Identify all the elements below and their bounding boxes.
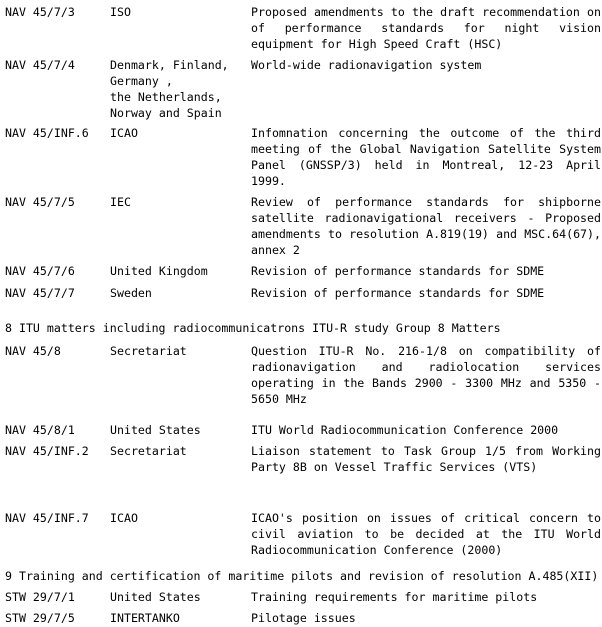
description-line: Panel (GNSSP/3) held in Montreal, 12-23 April — [251, 158, 601, 172]
description-line: Training requirements for maritime pilots — [251, 590, 538, 604]
submitter-line: Secretariat — [110, 444, 187, 458]
document-description — [251, 194, 601, 258]
submitter — [110, 343, 245, 359]
document-reference: NAV 45/8/1 — [5, 423, 75, 437]
submitter — [110, 589, 245, 605]
submitter-line: Denmark, Finland, — [110, 58, 229, 72]
description-line: ITU World Radiocommunication Conference 2000 — [251, 423, 559, 437]
description-line: Party 8B on Vessel Traffic Services (VTS) — [251, 460, 538, 474]
submitter-line: Norway and Spain — [110, 106, 222, 120]
submitter-line: ICAO — [110, 126, 138, 140]
description-line: equipment for High Speed Craft (HSC) — [251, 37, 503, 51]
description-line: amendments to resolution A.819(19) and MSC.64(67), — [251, 227, 601, 241]
submitter-line: ISO — [110, 5, 131, 19]
description-line: World-wide radionavigation system — [251, 58, 482, 72]
document-description — [251, 510, 601, 558]
agenda-item-heading: 9 Training and certification of maritime pilots and revision of resolution A.485(XII) — [5, 569, 599, 583]
document-description — [251, 4, 601, 52]
document-reference: NAV 45/7/7 — [5, 286, 75, 300]
submitter — [110, 422, 245, 438]
submitter-line: the Netherlands, — [110, 90, 222, 104]
description-line: 1999. — [251, 174, 286, 188]
document-description — [251, 285, 601, 301]
document-description — [251, 343, 601, 407]
description-line: 5650 MHz — [251, 392, 307, 406]
description-line: ICAO's position on issues of critical concern to — [251, 511, 601, 525]
submitter-line: ICAO — [110, 511, 138, 525]
document-reference: NAV 45/INF.7 — [5, 511, 89, 525]
submitter — [110, 57, 245, 121]
description-line: Pilotage issues — [251, 611, 356, 625]
document-description — [251, 589, 601, 605]
document-reference: NAV 45/7/3 — [5, 5, 75, 19]
description-line: Revision of performance standards for SDME — [251, 286, 545, 300]
description-line: satellite radionavigational receivers - Proposed — [251, 211, 601, 225]
document-reference: NAV 45/7/5 — [5, 195, 75, 209]
document-reference: NAV 45/INF.6 — [5, 126, 89, 140]
document-description — [251, 57, 601, 73]
submitter — [110, 285, 245, 301]
document-reference: STW 29/7/5 — [5, 611, 75, 625]
submitter — [110, 4, 245, 20]
document-description — [251, 422, 601, 438]
submitter-line: Sweden — [110, 286, 152, 300]
submitter — [110, 194, 245, 210]
submitter-line: IEC — [110, 195, 131, 209]
submitter — [110, 610, 245, 626]
document-reference: NAV 45/7/4 — [5, 58, 75, 72]
document-description — [251, 125, 601, 189]
submitter-line: United States — [110, 423, 201, 437]
submitter — [110, 443, 245, 459]
submitter-line: Germany , — [110, 74, 173, 88]
description-line: civil aviation to be decided at the ITU World — [251, 527, 601, 541]
description-line: Radiocommunication Conference (2000) — [251, 543, 503, 557]
description-line: radionavigation and radiolocation services — [251, 360, 601, 374]
submitter — [110, 125, 245, 141]
description-line: operating in the Bands 2900 - 3300 MHz and 5350 - — [251, 376, 601, 390]
document-description — [251, 610, 601, 626]
submitter — [110, 263, 245, 279]
description-line: Infomnation concerning the outcome of the third — [251, 126, 601, 140]
description-line: annex 2 — [251, 243, 300, 257]
agenda-item-heading: 8 ITU matters including radiocommunicatrons ITU-R study Group 8 Matters — [5, 321, 501, 335]
description-line: Liaison statement to Task Group 1/5 from Working — [251, 444, 601, 458]
description-line: meeting of the Global Navigation Satellite System — [251, 142, 601, 156]
submitter-line: INTERTANKO — [110, 611, 180, 625]
document-description — [251, 263, 601, 279]
description-line: Proposed amendments to the draft recommendation on — [251, 5, 601, 19]
description-line: Question ITU-R No. 216-1/8 on compatibility of — [251, 344, 601, 358]
document-reference: STW 29/7/1 — [5, 590, 75, 604]
document-description — [251, 443, 601, 475]
submitter-line: United States — [110, 590, 201, 604]
submitter — [110, 510, 245, 526]
document-reference: NAV 45/8 — [5, 344, 61, 358]
document-reference: NAV 45/INF.2 — [5, 444, 89, 458]
document-reference: NAV 45/7/6 — [5, 264, 75, 278]
description-line: Revision of performance standards for SDME — [251, 264, 545, 278]
description-line: of performance standards for night vision — [251, 21, 601, 35]
submitter-line: United Kingdom — [110, 264, 208, 278]
description-line: Review of performance standards for shipborne — [251, 195, 601, 209]
submitter-line: Secretariat — [110, 344, 187, 358]
